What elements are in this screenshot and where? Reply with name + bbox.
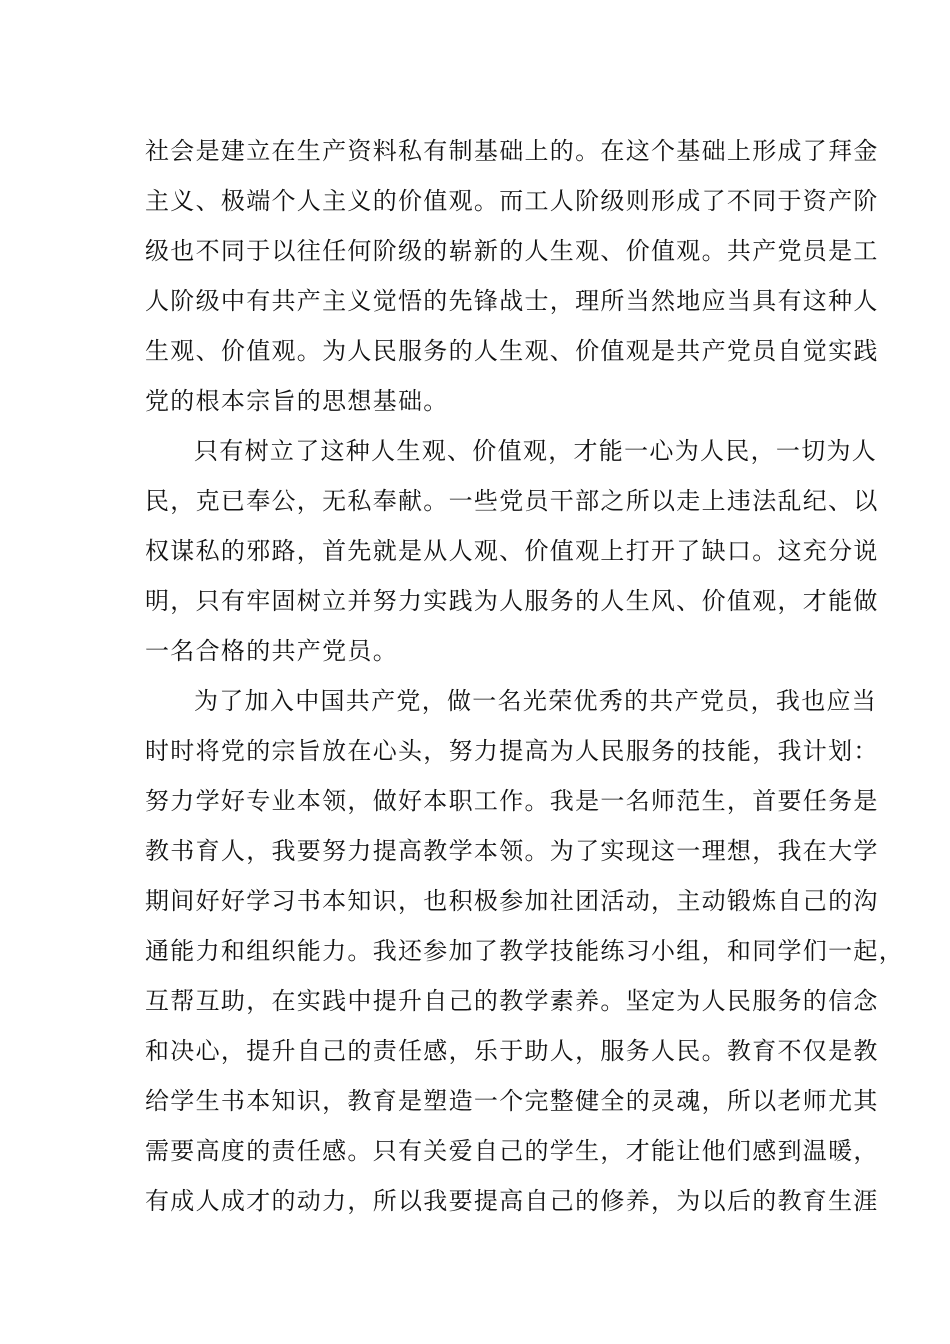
text-line: 需要高度的责任感。只有关爱自己的学生，才能让他们感到温暖， xyxy=(145,1137,879,1165)
text-line: 时时将党的宗旨放在心头，努力提高为人民服务的技能，我计划： xyxy=(145,737,879,765)
text-line: 民，克已奉公，无私奉献。一些党员干部之所以走上违法乱纪、以 xyxy=(145,487,879,515)
text-line: 人阶级中有共产主义觉悟的先锋战士，理所当然地应当具有这种人 xyxy=(145,287,879,315)
text-line: 有成人成才的动力，所以我要提高自己的修养，为以后的教育生涯 xyxy=(145,1187,879,1215)
text-line: 和决心，提升自己的责任感，乐于助人，服务人民。教育不仅是教 xyxy=(145,1037,879,1065)
text-line: 级也不同于以往任何阶级的崭新的人生观、价值观。共产党员是工 xyxy=(145,237,879,265)
text-line: 社会是建立在生产资料私有制基础上的。在这个基础上形成了拜金 xyxy=(145,137,879,165)
paragraph-first-line: 为了加入中国共产党，做一名光荣优秀的共产党员，我也应当 xyxy=(194,687,878,715)
text-line: 努力学好专业本领，做好本职工作。我是一名师范生，首要任务是 xyxy=(145,787,879,815)
paragraph-first-line: 只有树立了这种人生观、价值观，才能一心为人民，一切为人 xyxy=(194,437,878,465)
text-line: 一名合格的共产党员。 xyxy=(145,637,398,665)
text-line: 通能力和组织能力。我还参加了教学技能练习小组，和同学们一起， xyxy=(145,937,904,965)
text-line: 期间好好学习书本知识，也积极参加社团活动，主动锻炼自己的沟 xyxy=(145,887,879,915)
text-line: 明，只有牢固树立并努力实践为人服务的人生风、价值观，才能做 xyxy=(145,587,879,615)
text-line: 权谋私的邪路，首先就是从人观、价值观上打开了缺口。这充分说 xyxy=(145,537,879,565)
text-line: 给学生书本知识，教育是塑造一个完整健全的灵魂，所以老师尤其 xyxy=(145,1087,879,1115)
text-line: 主义、极端个人主义的价值观。而工人阶级则形成了不同于资产阶 xyxy=(145,187,879,215)
text-line: 教书育人，我要努力提高教学本领。为了实现这一理想，我在大学 xyxy=(145,837,879,865)
text-line: 生观、价值观。为人民服务的人生观、价值观是共产党员自觉实践 xyxy=(145,337,879,365)
text-line: 党的根本宗旨的思想基础。 xyxy=(145,387,449,415)
text-line: 互帮互助，在实践中提升自己的教学素养。坚定为人民服务的信念 xyxy=(145,987,879,1015)
